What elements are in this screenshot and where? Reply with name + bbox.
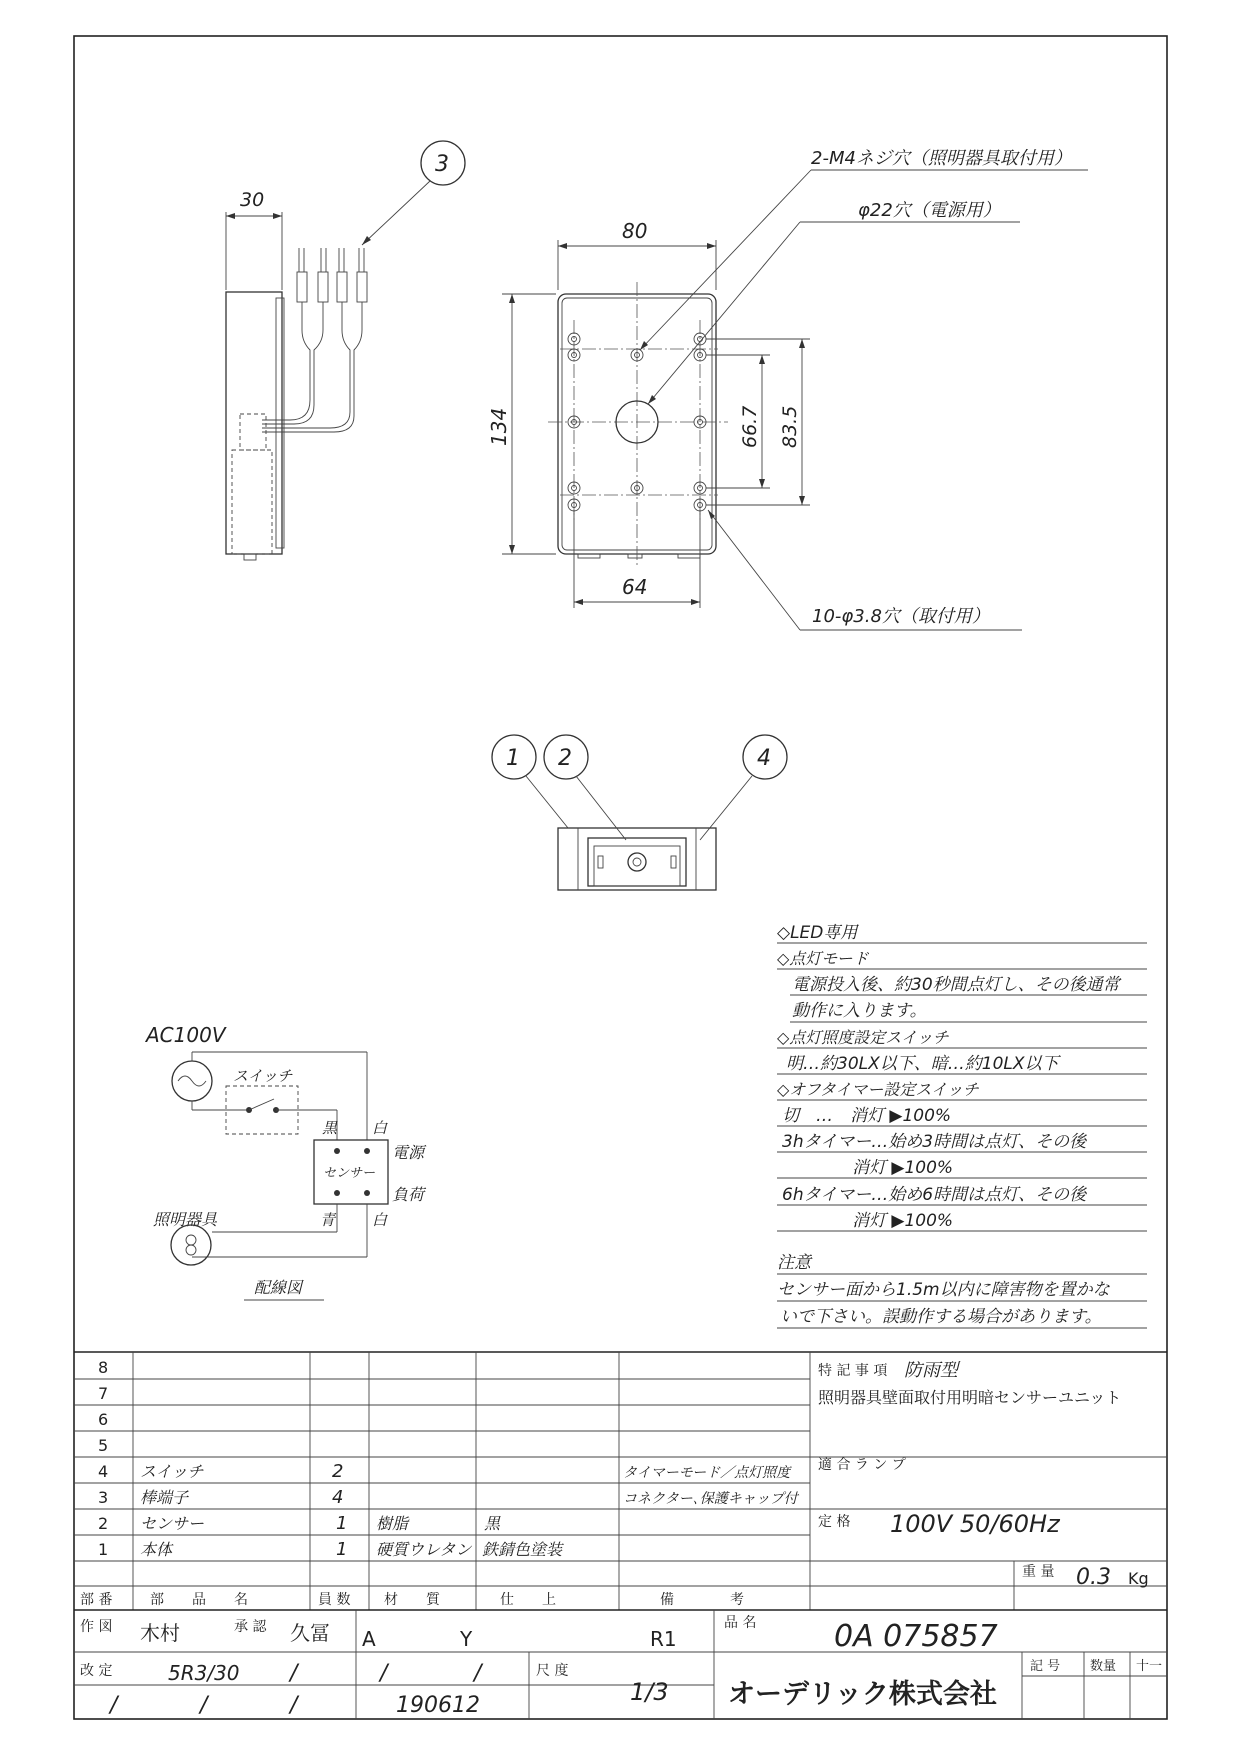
- tb-a: A: [362, 1627, 376, 1651]
- part-no: 2: [98, 1514, 109, 1533]
- part-note: タイマーモード／点灯照度: [623, 1465, 791, 1481]
- bottom-view: [492, 735, 787, 890]
- spec-lamp-label: 適 合 ラ ン プ: [818, 1457, 906, 1473]
- spec-weight-value: 0.3: [1076, 1565, 1111, 1590]
- parts-table: [74, 1352, 1167, 1610]
- part-no: 7: [98, 1384, 109, 1403]
- slash: /: [200, 1693, 208, 1718]
- company-name: オーデリック株式会社: [728, 1679, 997, 1710]
- note-timer-off: 切 … 消灯 ▶100%: [782, 1106, 952, 1126]
- spec-rating-value: 100V 50/60Hz: [890, 1510, 1060, 1538]
- part-no: 8: [98, 1358, 109, 1377]
- balloon-4: 4: [757, 746, 771, 771]
- note-led: ◇LED専用: [777, 923, 858, 943]
- header-no: 部 番: [80, 1592, 113, 1608]
- slash: /: [474, 1661, 482, 1686]
- note-timer-6h: 6hタイマー…始め6時間は点灯、その後: [782, 1185, 1087, 1205]
- part-no: 5: [98, 1436, 109, 1455]
- pn-label: 品 名: [724, 1615, 757, 1631]
- notes: [777, 923, 1147, 1328]
- tb-y: Y: [460, 1627, 473, 1651]
- slash: /: [380, 1661, 388, 1686]
- wiring-fixture: 照明器具: [153, 1210, 218, 1229]
- scale-value: 1/3: [630, 1678, 669, 1706]
- slash: /: [110, 1693, 118, 1718]
- wiring-white-2: 白: [372, 1211, 388, 1229]
- note-caution-line2: いで下さい。誤動作する場合があります。: [780, 1307, 1102, 1327]
- revised-date: 5R3/30: [168, 1661, 240, 1685]
- balloon-3: 3: [435, 152, 449, 177]
- drawn-by: 木村: [140, 1621, 180, 1645]
- approved-by: 久冨: [290, 1621, 330, 1645]
- part-name: センサー: [140, 1514, 205, 1533]
- part-number: 0A 075857: [834, 1619, 998, 1654]
- note-timer-3h-b: 消灯 ▶100%: [852, 1158, 954, 1178]
- part-material: 硬質ウレタン: [376, 1540, 472, 1559]
- qty-label: 数量: [1090, 1659, 1117, 1674]
- part-qty: 1: [336, 1513, 348, 1534]
- part-no: 1: [98, 1540, 109, 1559]
- dim-height: 134: [487, 407, 511, 446]
- dim-pitch-64: 64: [622, 575, 648, 599]
- part-note: コネクター､保護キャップ付: [623, 1491, 798, 1507]
- wiring-white-1: 白: [372, 1119, 388, 1137]
- part-name: スイッチ: [140, 1462, 204, 1481]
- callout-screw-holes: 2-M4ネジ穴（照明器具取付用）: [811, 148, 1072, 169]
- part-name: 棒端子: [140, 1488, 189, 1507]
- note-lux-line: 明…約30LX以下、暗…約10LX以下: [786, 1054, 1059, 1074]
- part-name: 本体: [140, 1540, 173, 1559]
- note-mode-title: ◇点灯モード: [777, 949, 869, 968]
- header-qty: 員 数: [318, 1592, 351, 1608]
- spec-rating-label: 定 格: [818, 1514, 851, 1530]
- wiring-sensor: センサー: [323, 1166, 376, 1181]
- note-timer-title: ◇オフタイマー設定スイッチ: [777, 1080, 979, 1099]
- slash: /: [290, 1693, 298, 1718]
- revised-label: 改 定: [80, 1663, 113, 1679]
- part-qty: 2: [332, 1461, 344, 1482]
- callout-mount-holes: 10-φ3.8穴（取付用）: [812, 606, 990, 627]
- spec-special-value: 防雨型: [904, 1360, 958, 1381]
- front-view: [487, 148, 1088, 630]
- balloon-2: 2: [558, 746, 572, 771]
- part-finish: 鉄錆色塗装: [482, 1540, 563, 1559]
- spec-weight-unit: Kg: [1128, 1569, 1149, 1588]
- header-name: 部 品 名: [150, 1592, 248, 1608]
- drawn-label: 作 図: [80, 1619, 113, 1635]
- header-material: 材 質: [384, 1592, 440, 1608]
- spec-product-desc: 照明器具壁面取付用明暗センサーユニット: [818, 1388, 1122, 1407]
- side-view: [226, 141, 465, 560]
- wiring-diagram: [144, 1023, 427, 1300]
- scale-label: 尺 度: [536, 1663, 569, 1679]
- callout-power-hole: φ22穴（電源用）: [858, 200, 1001, 221]
- part-no: 3: [98, 1488, 109, 1507]
- wiring-black: 黒: [322, 1119, 338, 1137]
- wiring-blue: 青: [320, 1211, 336, 1229]
- dim-pitch-83: 83.5: [779, 405, 801, 448]
- part-no: 4: [98, 1462, 109, 1481]
- part-qty: 1: [336, 1539, 348, 1560]
- approved-label: 承 認: [234, 1619, 267, 1635]
- spec-weight-label: 重 量: [1022, 1564, 1055, 1580]
- header-finish: 仕 上: [500, 1592, 556, 1608]
- header-note: 備 考: [660, 1592, 744, 1608]
- balloon-1: 1: [506, 746, 520, 771]
- note-caution-line1: センサー面から1.5m以内に障害物を置かな: [777, 1280, 1110, 1300]
- tb-rev: R1: [650, 1627, 677, 1651]
- wiring-caption: 配線図: [254, 1278, 303, 1297]
- note-caution-title: 注意: [777, 1253, 811, 1273]
- part-material: 樹脂: [376, 1514, 409, 1533]
- sheet-border: [74, 36, 1167, 1719]
- part-no: 6: [98, 1410, 109, 1429]
- title-block: [74, 1610, 1167, 1719]
- plus-minus: 十一: [1136, 1659, 1163, 1674]
- dim-depth: 30: [240, 189, 265, 211]
- note-mode-line1: 電源投入後、約30秒間点灯し、その後通常: [792, 975, 1120, 995]
- note-lux-title: ◇点灯照度設定スイッチ: [777, 1028, 949, 1047]
- note-timer-3h: 3hタイマー…始め3時間は点灯、その後: [782, 1132, 1087, 1152]
- part-qty: 4: [332, 1487, 344, 1508]
- note-timer-6h-b: 消灯 ▶100%: [852, 1211, 954, 1231]
- sym-label: 記 号: [1030, 1659, 1061, 1674]
- date-code: 190612: [396, 1693, 480, 1718]
- wiring-ac: AC100V: [146, 1023, 226, 1047]
- part-finish: 黒: [484, 1514, 501, 1533]
- spec-special-label: 特 記 事 項: [818, 1363, 888, 1379]
- wiring-power: 電源: [392, 1143, 425, 1162]
- wiring-switch: スイッチ: [233, 1067, 293, 1085]
- note-mode-line2: 動作に入ります。: [792, 1001, 927, 1021]
- dim-width: 80: [622, 219, 648, 243]
- wiring-load: 負荷: [392, 1185, 425, 1204]
- slash: /: [290, 1661, 298, 1686]
- dim-pitch-66: 66.7: [739, 405, 761, 448]
